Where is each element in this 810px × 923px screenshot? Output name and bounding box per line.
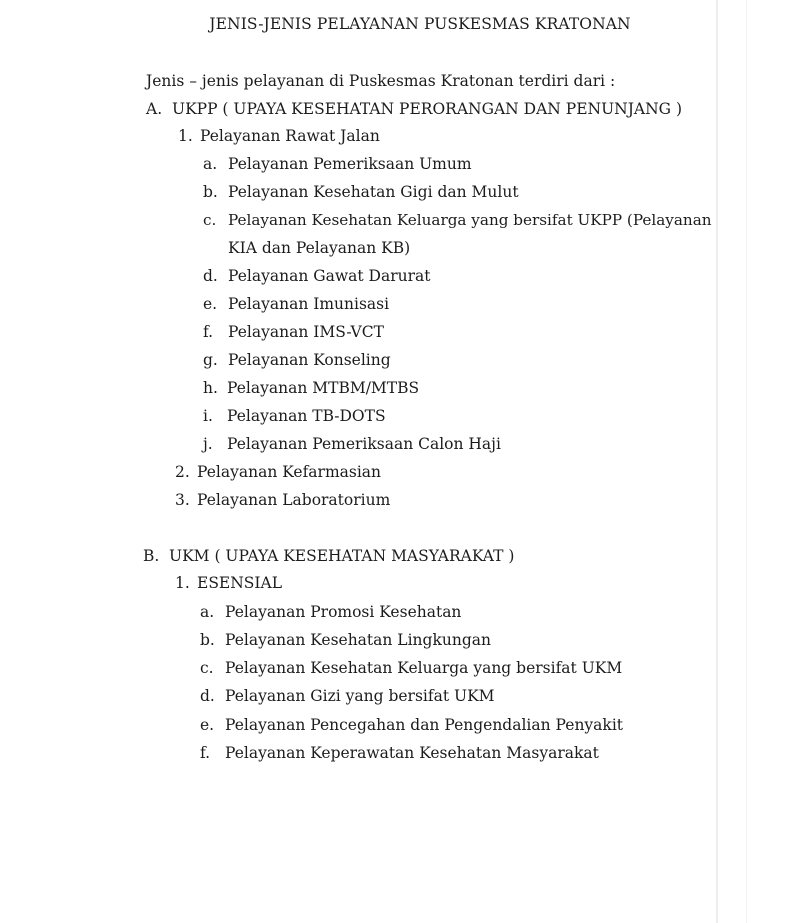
- sub-item-label: i.: [203, 407, 213, 425]
- list-item-a3: [175, 490, 390, 510]
- sub-item-b1c: [200, 658, 622, 678]
- sub-item-text: Pelayanan IMS-VCT: [228, 323, 384, 341]
- sub-item-label: b.: [200, 631, 215, 649]
- section-b-title: UKM ( UPAYA KESEHATAN MASYARAKAT ): [169, 547, 515, 565]
- list-item-label: 1.: [175, 574, 190, 592]
- sub-item-text: Pelayanan Konseling: [228, 351, 391, 369]
- sub-item-a1d: [203, 266, 430, 286]
- sub-item-label: c.: [200, 659, 214, 677]
- sub-item-label: h.: [203, 379, 218, 397]
- list-item-label: 2.: [175, 463, 190, 481]
- section-a-label: A.: [146, 100, 163, 118]
- sub-item-a1f: [203, 322, 384, 342]
- sub-item-label: b.: [203, 183, 218, 201]
- sub-item-text: Pelayanan Pemeriksaan Umum: [228, 155, 472, 173]
- sub-item-text: Pelayanan Kesehatan Keluarga yang bersifat UKM: [225, 659, 623, 677]
- sub-item-b1e: [200, 715, 623, 735]
- list-item-a1: [178, 126, 380, 146]
- sub-item-label: j.: [203, 435, 213, 453]
- sub-item-text: Pelayanan MTBM/MTBS: [227, 379, 420, 397]
- sub-item-a1i: [203, 406, 386, 426]
- section-b-heading: [143, 546, 514, 566]
- sub-item-a1j: [203, 434, 501, 454]
- scan-edge-shadow: [716, 0, 718, 923]
- sub-item-label: d.: [203, 267, 218, 285]
- sub-item-text: Pelayanan Pencegahan dan Pengendalian Penyakit: [225, 716, 624, 734]
- sub-item-a1b: [203, 182, 519, 202]
- sub-item-label: a.: [203, 155, 218, 173]
- section-a-title: UKPP ( UPAYA KESEHATAN PERORANGAN DAN PENUNJANG ): [172, 100, 683, 118]
- sub-item-label: f.: [200, 744, 211, 762]
- sub-item-text: Pelayanan Gizi yang bersifat UKM: [225, 687, 495, 705]
- sub-item-text: Pelayanan Keperawatan Kesehatan Masyarakat: [225, 744, 599, 762]
- sub-item-label: f.: [203, 323, 214, 341]
- sub-item-text: Pelayanan Pemeriksaan Calon Haji: [227, 435, 501, 453]
- list-item-text: Pelayanan Rawat Jalan: [200, 127, 380, 145]
- sub-item-label: c.: [203, 211, 217, 229]
- sub-item-a1c: [203, 210, 712, 230]
- sub-item-b1b: [200, 630, 491, 650]
- sub-item-a1g: [203, 350, 391, 370]
- sub-item-b1a: [200, 602, 461, 622]
- list-item-text: Pelayanan Laboratorium: [197, 491, 391, 509]
- sub-item-text: Pelayanan Promosi Kesehatan: [225, 603, 462, 621]
- section-a-heading: [146, 99, 682, 119]
- sub-item-label: e.: [203, 295, 218, 313]
- list-item-text: ESENSIAL: [197, 574, 283, 592]
- sub-item-label: a.: [200, 603, 215, 621]
- sub-item-text: Pelayanan Kesehatan Lingkungan: [225, 631, 491, 649]
- list-item-b1: [175, 573, 282, 593]
- sub-item-label: g.: [203, 351, 218, 369]
- list-item-label: 1.: [178, 127, 193, 145]
- sub-item-text: Pelayanan Kesehatan Gigi dan Mulut: [228, 183, 519, 201]
- sub-item-text: Pelayanan Gawat Darurat: [228, 267, 431, 285]
- sub-item-text: Pelayanan Imunisasi: [228, 295, 390, 313]
- sub-item-label: e.: [200, 716, 215, 734]
- intro-text: Jenis – jenis pelayanan di Puskesmas Kratonan terdiri dari :: [146, 72, 616, 90]
- list-item-text: Pelayanan Kefarmasian: [197, 463, 382, 481]
- sub-item-a1e: [203, 294, 389, 314]
- sub-item-a1h: [203, 378, 419, 398]
- sub-item-text: Pelayanan TB-DOTS: [227, 407, 386, 425]
- section-b-label: B.: [143, 547, 160, 565]
- scan-edge-shadow-light: [746, 0, 747, 923]
- list-item-label: 3.: [175, 491, 190, 509]
- sub-item-label: d.: [200, 687, 215, 705]
- document-title: JENIS-JENIS PELAYANAN PUSKESMAS KRATONAN: [209, 15, 631, 33]
- list-item-a2: [175, 462, 381, 482]
- sub-item-text: Pelayanan Kesehatan Keluarga yang bersifat UKPP (Pelayanan: [228, 211, 712, 229]
- sub-item-a1a: [203, 154, 472, 174]
- sub-item-b1f: [200, 743, 599, 763]
- sub-item-b1d: [200, 686, 495, 706]
- sub-item-a1c-continuation: KIA dan Pelayanan KB): [228, 239, 411, 257]
